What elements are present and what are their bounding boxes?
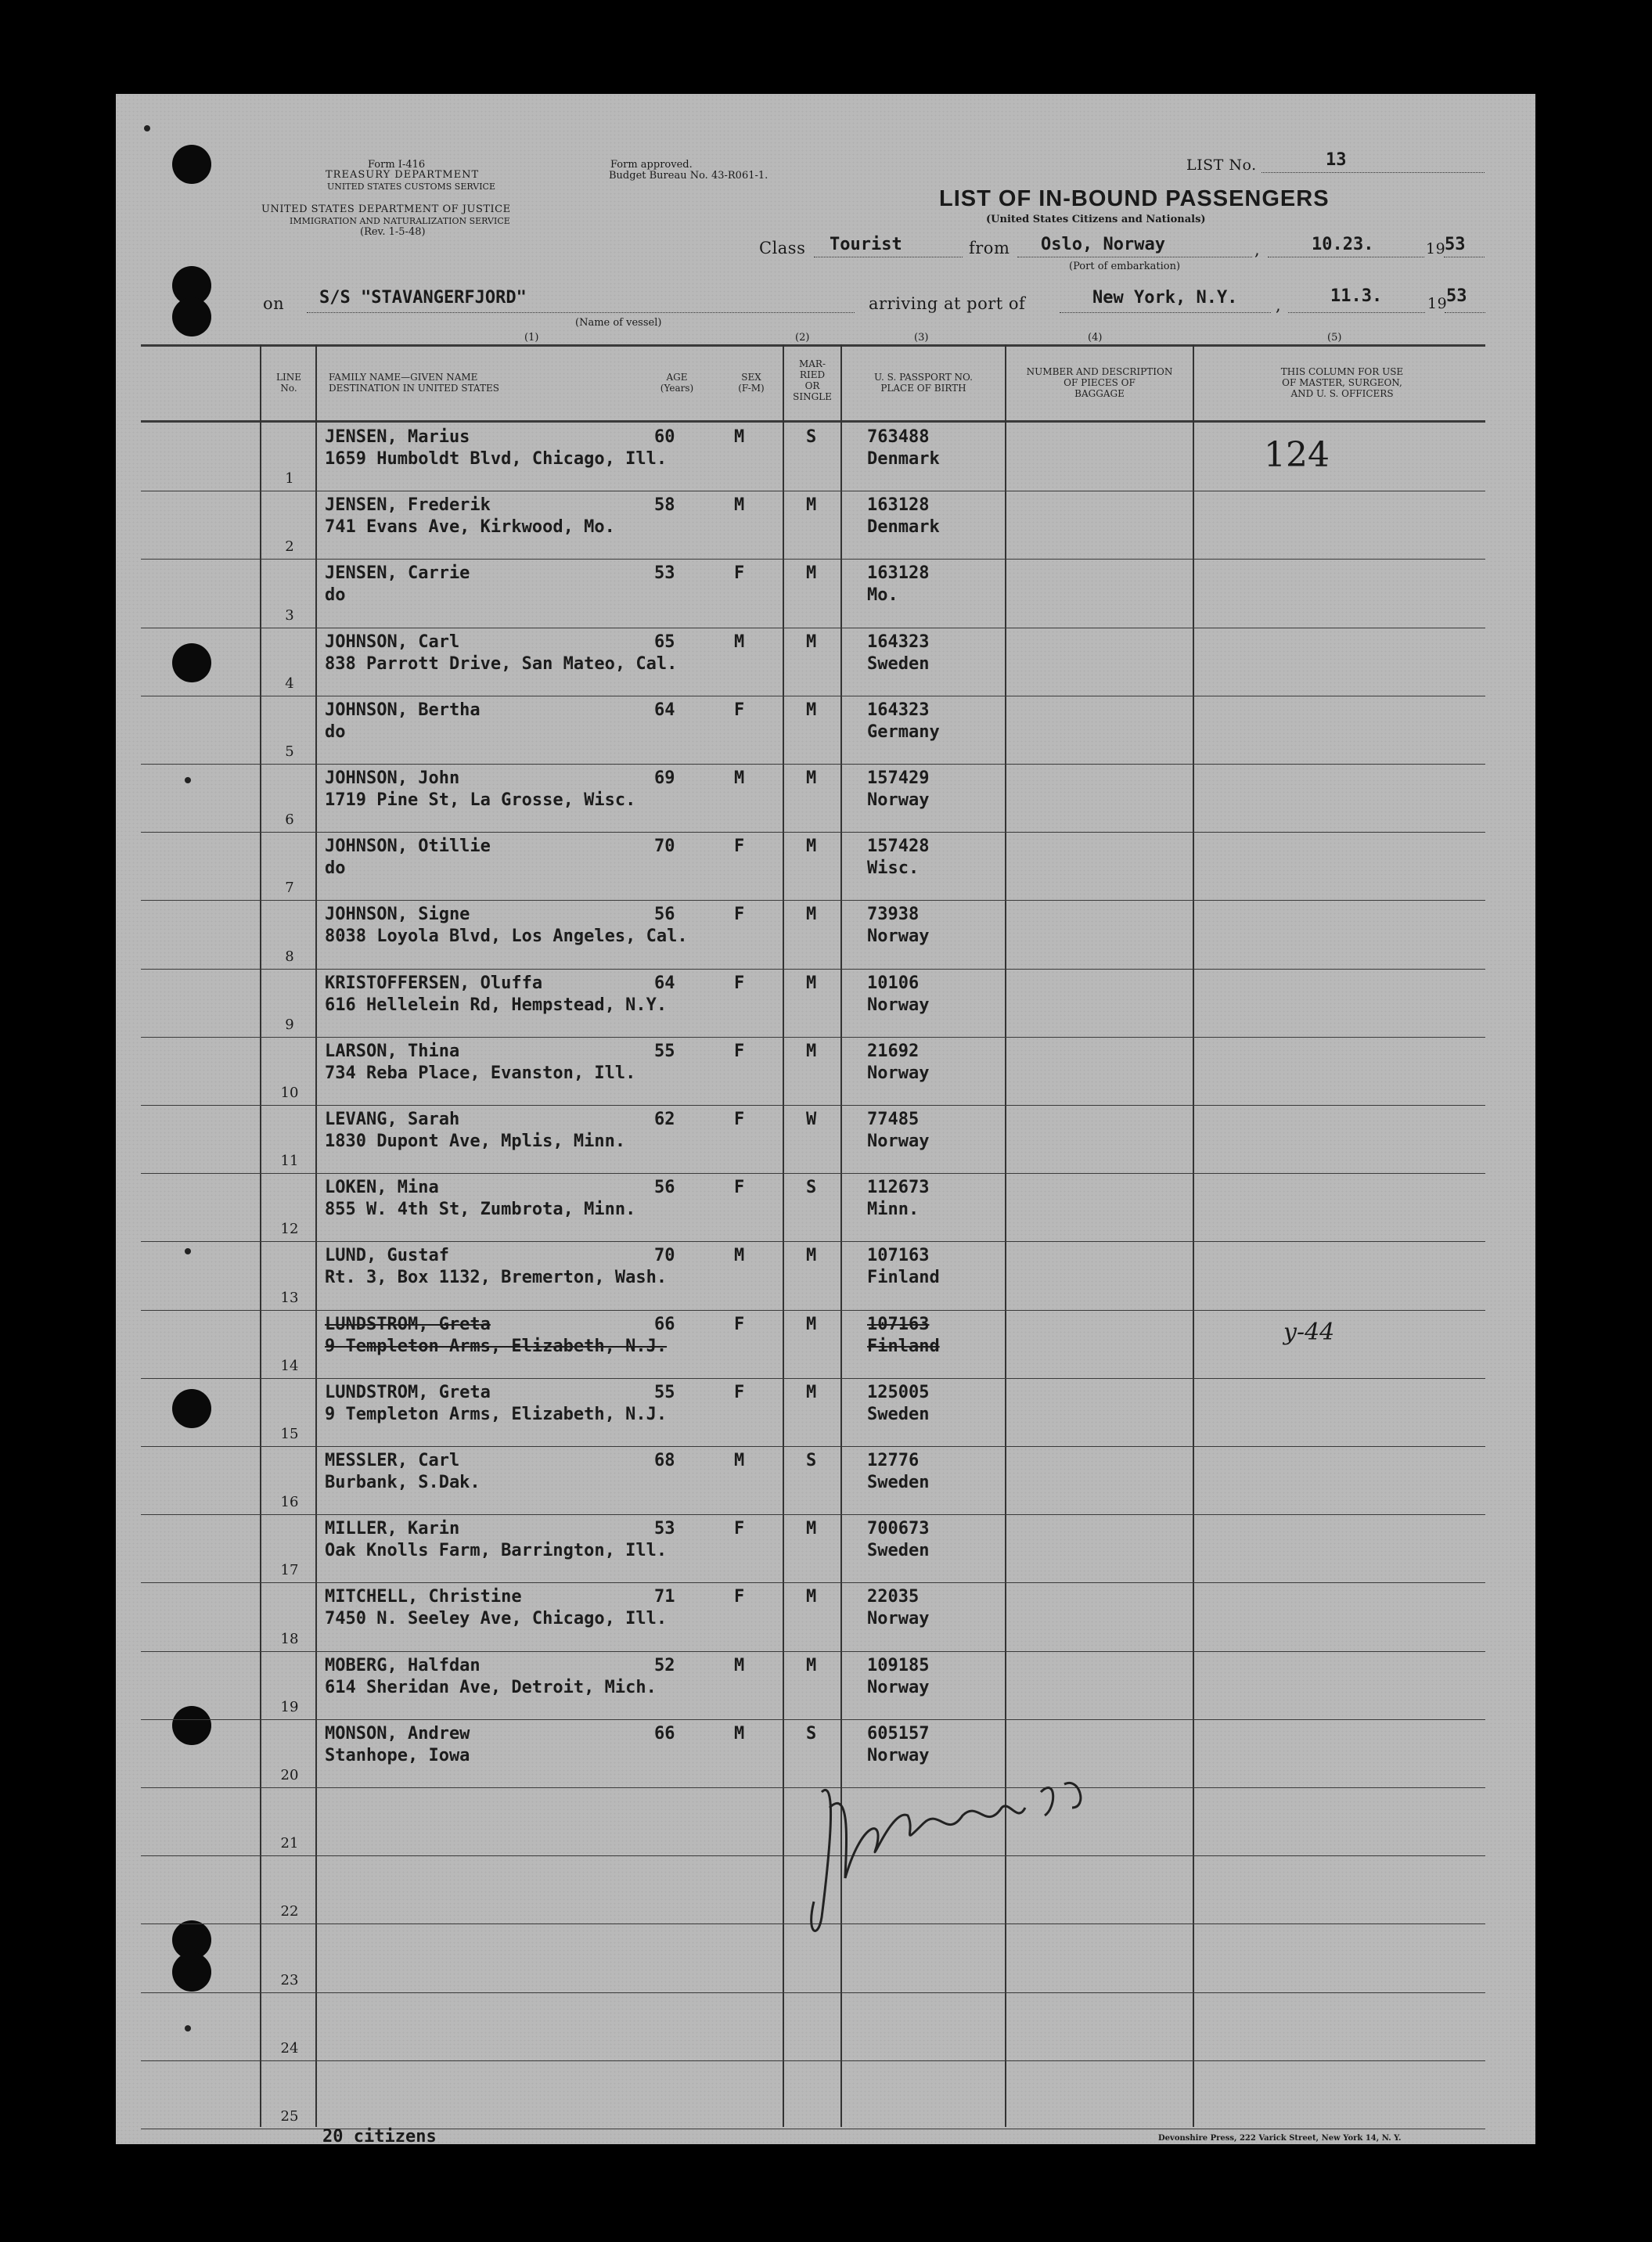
place-of-birth: Germany xyxy=(867,722,940,742)
passenger-destination: 7450 N. Seeley Ave, Chicago, Ill. xyxy=(325,1609,668,1629)
passenger-marital-status: M xyxy=(806,1587,817,1607)
form-title: LIST OF IN-BOUND PASSENGERS xyxy=(939,186,1330,211)
line-number: 22 xyxy=(280,1903,299,1920)
line-number: 12 xyxy=(280,1221,299,1238)
place-of-birth: Norway xyxy=(867,1677,930,1697)
passenger-sex: M xyxy=(734,768,745,788)
embark-year: 53 xyxy=(1445,235,1466,254)
place-of-birth: Wisc. xyxy=(867,858,920,879)
arrival-date-line xyxy=(1288,312,1425,313)
row-separator xyxy=(141,1651,1485,1652)
passenger-name: MESSLER, Carl xyxy=(325,1451,460,1470)
line-number: 15 xyxy=(280,1426,299,1442)
header-sex: SEX (F-M) xyxy=(738,372,765,394)
place-of-birth: Norway xyxy=(867,1063,930,1083)
customs-service: UNITED STATES CUSTOMS SERVICE xyxy=(327,182,495,192)
passenger-name: JOHNSON, John xyxy=(325,768,460,788)
passenger-sex: F xyxy=(734,1519,745,1539)
arrival-date: 11.3. xyxy=(1330,286,1383,306)
passport-number: 164323 xyxy=(867,700,930,720)
punch-dot xyxy=(185,1248,191,1254)
passenger-sex: F xyxy=(734,700,745,720)
from-label: from xyxy=(969,239,1010,257)
passenger-name: LUNDSTROM, Greta xyxy=(325,1382,491,1402)
passport-number: 109185 xyxy=(867,1655,930,1675)
passenger-age: 65 xyxy=(654,632,675,652)
budget-bureau: Budget Bureau No. 43-R061-1. xyxy=(609,170,768,182)
passenger-age: 53 xyxy=(654,1519,675,1539)
passenger-sex: M xyxy=(734,632,745,652)
place-of-birth: Sweden xyxy=(867,1541,930,1561)
arriving-label: arriving at port of xyxy=(869,294,1026,313)
passenger-name: MILLER, Karin xyxy=(325,1519,460,1539)
passenger-age: 62 xyxy=(654,1110,675,1129)
line-number: 18 xyxy=(280,1630,299,1647)
passenger-marital-status: M xyxy=(806,1041,817,1061)
arrival-comma: , xyxy=(1276,296,1282,315)
passport-number: 605157 xyxy=(867,1723,930,1744)
col-number-4: (4) xyxy=(1088,332,1103,344)
passenger-age: 55 xyxy=(654,1382,675,1402)
passenger-name: LOKEN, Mina xyxy=(325,1178,439,1198)
col-number-3: (3) xyxy=(914,332,929,344)
embark-comma: , xyxy=(1254,240,1261,259)
line-number: 1 xyxy=(285,470,294,488)
line-number: 24 xyxy=(280,2039,299,2057)
line-number: 17 xyxy=(280,1562,299,1579)
row-separator xyxy=(141,764,1485,765)
row-separator xyxy=(141,1514,1485,1515)
passenger-age: 53 xyxy=(654,563,675,584)
passenger-name: JENSEN, Carrie xyxy=(325,563,470,584)
passenger-destination: 1719 Pine St, La Grosse, Wisc. xyxy=(325,790,636,810)
vessel-name: S/S "STAVANGERFJORD" xyxy=(319,288,527,308)
embark-year-prefix: 19 xyxy=(1426,240,1446,257)
passport-number: 163128 xyxy=(867,563,930,584)
passenger-sex: F xyxy=(734,1587,745,1607)
row-separator xyxy=(141,2060,1485,2061)
punch-hole xyxy=(172,145,211,184)
passenger-sex: M xyxy=(734,495,745,516)
col-officers-left xyxy=(1193,344,1194,2127)
line-number: 19 xyxy=(280,1698,299,1715)
table-top-border xyxy=(141,344,1485,347)
row-separator xyxy=(141,1037,1485,1038)
passenger-sex: M xyxy=(734,427,745,447)
class-value: Tourist xyxy=(830,235,902,254)
place-of-birth: Finland xyxy=(867,1336,940,1356)
row14-note: y-44 xyxy=(1283,1319,1335,1346)
punch-hole xyxy=(172,643,211,682)
row-separator xyxy=(141,559,1485,560)
col-number-2: (2) xyxy=(795,332,810,344)
line-number: 7 xyxy=(285,880,294,897)
arrival-port-line xyxy=(1060,312,1271,313)
passenger-name: JOHNSON, Carl xyxy=(325,632,460,652)
header-bottom-border xyxy=(141,420,1485,423)
line-number: 4 xyxy=(285,675,294,692)
passenger-name: JENSEN, Frederik xyxy=(325,495,491,516)
passenger-marital-status: M xyxy=(806,1246,817,1266)
line-number: 21 xyxy=(280,1835,299,1852)
passenger-name: JOHNSON, Otillie xyxy=(325,837,491,857)
line-number: 3 xyxy=(285,606,294,624)
line-number: 16 xyxy=(280,1494,299,1511)
col-number-5: (5) xyxy=(1327,332,1342,344)
passenger-age: 60 xyxy=(654,427,675,447)
form-subtitle: (United States Citizens and Nationals) xyxy=(986,214,1206,225)
row-separator xyxy=(141,1241,1485,1242)
passenger-age: 64 xyxy=(654,700,675,720)
row-separator xyxy=(141,1582,1485,1583)
passenger-marital-status: M xyxy=(806,905,817,925)
passenger-name: KRISTOFFERSEN, Oluffa xyxy=(325,973,543,993)
row-separator xyxy=(141,1310,1485,1311)
punch-dot xyxy=(185,777,191,783)
passenger-marital-status: W xyxy=(806,1110,817,1129)
passenger-marital-status: S xyxy=(806,1723,817,1744)
passenger-name: MITCHELL, Christine xyxy=(325,1587,522,1607)
passenger-marital-status: M xyxy=(806,495,817,516)
header-officers: THIS COLUMN FOR USE OF MASTER, SURGEON, AND U. S. OFFICERS xyxy=(1280,366,1404,399)
passenger-age: 68 xyxy=(654,1451,675,1470)
header-line-no: LINE No. xyxy=(276,372,301,394)
table-left-border xyxy=(260,344,261,2127)
passport-number: 21692 xyxy=(867,1041,920,1061)
punch-dot xyxy=(185,2025,191,2031)
citizens-count: 20 citizens xyxy=(322,2127,437,2147)
passport-number: 10106 xyxy=(867,973,920,993)
place-of-birth: Finland xyxy=(867,1268,940,1288)
passenger-sex: F xyxy=(734,837,745,857)
passenger-age: 58 xyxy=(654,495,675,516)
passenger-marital-status: M xyxy=(806,1382,817,1402)
passenger-sex: F xyxy=(734,563,745,584)
treasury-dept: TREASURY DEPARTMENT xyxy=(326,169,480,181)
passenger-destination: 614 Sheridan Ave, Detroit, Mich. xyxy=(325,1677,657,1697)
passenger-destination: Stanhope, Iowa xyxy=(325,1745,470,1765)
passenger-marital-status: S xyxy=(806,1451,817,1470)
passport-number: 77485 xyxy=(867,1110,920,1129)
row-separator xyxy=(141,1173,1485,1174)
arrival-year-line xyxy=(1445,312,1485,313)
place-of-birth: Norway xyxy=(867,1609,930,1629)
passport-number: 22035 xyxy=(867,1587,920,1607)
passenger-marital-status: M xyxy=(806,1314,817,1334)
passenger-destination: 838 Parrott Drive, San Mateo, Cal. xyxy=(325,653,678,674)
passport-number: 125005 xyxy=(867,1382,930,1402)
row-separator xyxy=(141,1105,1485,1106)
passenger-destination: 855 W. 4th St, Zumbrota, Minn. xyxy=(325,1200,636,1220)
passport-number: 73938 xyxy=(867,905,920,925)
line-number: 10 xyxy=(280,1085,299,1101)
place-of-birth: Norway xyxy=(867,1745,930,1765)
place-of-birth: Denmark xyxy=(867,517,940,538)
ins-service: IMMIGRATION AND NATURALIZATION SERVICE xyxy=(290,216,510,226)
passenger-destination: Burbank, S.Dak. xyxy=(325,1473,480,1492)
passenger-marital-status: M xyxy=(806,1655,817,1675)
list-no-value: 13 xyxy=(1326,150,1347,170)
header-name: FAMILY NAME—GIVEN NAME DESTINATION IN UNITED STATES xyxy=(329,372,499,394)
passenger-name: LARSON, Thina xyxy=(325,1041,460,1061)
passport-number: 763488 xyxy=(867,427,930,447)
passenger-sex: M xyxy=(734,1655,745,1675)
passenger-age: 52 xyxy=(654,1655,675,1675)
passenger-destination: do xyxy=(325,722,346,742)
passport-number: 107163 xyxy=(867,1314,930,1334)
passenger-age: 56 xyxy=(654,905,675,925)
passport-number: 700673 xyxy=(867,1519,930,1539)
justice-dept: UNITED STATES DEPARTMENT OF JUSTICE xyxy=(261,203,511,215)
passenger-destination: do xyxy=(325,858,346,879)
on-label: on xyxy=(263,294,285,313)
line-number: 23 xyxy=(280,1971,299,1988)
place-of-birth: Norway xyxy=(867,927,930,947)
row-separator xyxy=(141,1719,1485,1720)
passenger-destination: Oak Knolls Farm, Barrington, Ill. xyxy=(325,1541,668,1561)
punch-hole xyxy=(172,1952,211,1992)
passenger-age: 70 xyxy=(654,837,675,857)
passenger-name: JOHNSON, Bertha xyxy=(325,700,480,720)
punch-hole xyxy=(172,1389,211,1428)
passenger-marital-status: S xyxy=(806,427,817,447)
passenger-sex: M xyxy=(734,1246,745,1266)
passenger-destination: 9 Templeton Arms, Elizabeth, N.J. xyxy=(325,1336,668,1356)
passenger-destination: 616 Hellelein Rd, Hempstead, N.Y. xyxy=(325,995,668,1015)
list-no-label: LIST No. xyxy=(1186,157,1257,174)
place-of-birth: Mo. xyxy=(867,585,898,606)
passenger-marital-status: S xyxy=(806,1178,817,1198)
line-number: 14 xyxy=(280,1357,299,1374)
passenger-destination: 741 Evans Ave, Kirkwood, Mo. xyxy=(325,517,615,538)
passenger-age: 69 xyxy=(654,768,675,788)
arrival-year: 53 xyxy=(1446,286,1467,306)
line-number: 8 xyxy=(285,948,294,965)
header-passport: U. S. PASSPORT NO. PLACE OF BIRTH xyxy=(874,372,973,394)
passenger-age: 66 xyxy=(654,1314,675,1334)
passenger-marital-status: M xyxy=(806,632,817,652)
officer-number: 124 xyxy=(1264,435,1330,475)
passenger-age: 56 xyxy=(654,1178,675,1198)
passenger-destination: 734 Reba Place, Evanston, Ill. xyxy=(325,1063,636,1083)
place-of-birth: Norway xyxy=(867,1132,930,1151)
passenger-age: 71 xyxy=(654,1587,675,1607)
passenger-name: JENSEN, Marius xyxy=(325,427,470,447)
passenger-destination: Rt. 3, Box 1132, Bremerton, Wash. xyxy=(325,1268,668,1288)
passenger-age: 55 xyxy=(654,1041,675,1061)
passenger-name: LUND, Gustaf xyxy=(325,1246,449,1266)
printer-line: Devonshire Press, 222 Varick Street, New York 14, N. Y. xyxy=(1158,2134,1402,2143)
line-number: 5 xyxy=(285,743,294,760)
port-embark-caption: (Port of embarkation) xyxy=(1069,261,1181,272)
col-line-divider xyxy=(315,344,317,2127)
place-of-birth: Denmark xyxy=(867,449,940,469)
passenger-sex: F xyxy=(734,1382,745,1402)
passenger-sex: F xyxy=(734,973,745,993)
punch-dot xyxy=(144,125,150,131)
passenger-sex: M xyxy=(734,1723,745,1744)
passenger-destination: 8038 Loyola Blvd, Los Angeles, Cal. xyxy=(325,927,688,947)
place-of-birth: Sweden xyxy=(867,1473,930,1492)
passenger-sex: F xyxy=(734,1178,745,1198)
passenger-destination: 1659 Humboldt Blvd, Chicago, Ill. xyxy=(325,449,668,469)
embark-date: 10.23. xyxy=(1312,235,1374,254)
passport-number: 12776 xyxy=(867,1451,920,1470)
passenger-age: 66 xyxy=(654,1723,675,1744)
vessel-caption: (Name of vessel) xyxy=(575,317,662,329)
passenger-name: LEVANG, Sarah xyxy=(325,1110,460,1129)
col-married-left xyxy=(783,344,784,2127)
header-married: MAR- RIED OR SINGLE xyxy=(793,358,832,402)
passport-number: 157428 xyxy=(867,837,930,857)
passenger-name: MONSON, Andrew xyxy=(325,1723,470,1744)
passport-number: 107163 xyxy=(867,1246,930,1266)
form-revision: (Rev. 1-5-48) xyxy=(360,226,426,238)
place-of-birth: Norway xyxy=(867,995,930,1015)
passenger-marital-status: M xyxy=(806,563,817,584)
handwritten-signature xyxy=(790,1761,1119,1949)
header-baggage: NUMBER AND DESCRIPTION OF PIECES OF BAGGAGE xyxy=(1026,366,1173,399)
form-number: Form I-416 xyxy=(368,159,426,171)
class-label: Class xyxy=(759,239,806,257)
passenger-sex: F xyxy=(734,905,745,925)
punch-hole xyxy=(172,1706,211,1745)
line-number: 13 xyxy=(280,1289,299,1306)
passenger-marital-status: M xyxy=(806,837,817,857)
arrival-port: New York, N.Y. xyxy=(1092,288,1238,308)
place-of-birth: Minn. xyxy=(867,1200,920,1220)
passport-number: 112673 xyxy=(867,1178,930,1198)
passenger-sex: F xyxy=(734,1314,745,1334)
arrival-year-prefix: 19 xyxy=(1427,295,1448,312)
passport-number: 164323 xyxy=(867,632,930,652)
passenger-destination: do xyxy=(325,585,346,606)
header-age: AGE (Years) xyxy=(660,372,694,394)
passenger-marital-status: M xyxy=(806,768,817,788)
row-separator xyxy=(141,832,1485,833)
passenger-sex: F xyxy=(734,1041,745,1061)
passenger-marital-status: M xyxy=(806,973,817,993)
form-approved: Form approved. xyxy=(610,159,693,171)
line-number: 11 xyxy=(280,1153,299,1170)
passenger-name: MOBERG, Halfdan xyxy=(325,1655,480,1675)
col-number-1: (1) xyxy=(524,332,539,344)
passenger-age: 64 xyxy=(654,973,675,993)
line-number: 2 xyxy=(285,538,294,556)
line-number: 9 xyxy=(285,1016,294,1033)
passport-number: 157429 xyxy=(867,768,930,788)
from-value: Oslo, Norway xyxy=(1041,235,1165,254)
passenger-destination: 1830 Dupont Ave, Mplis, Minn. xyxy=(325,1132,626,1151)
place-of-birth: Sweden xyxy=(867,653,930,674)
row-separator xyxy=(141,1992,1485,1993)
row-separator xyxy=(141,1378,1485,1379)
passenger-sex: M xyxy=(734,1451,745,1470)
passenger-marital-status: M xyxy=(806,700,817,720)
passenger-age: 70 xyxy=(654,1246,675,1266)
passenger-name: LUNDSTROM, Greta xyxy=(325,1314,491,1334)
list-no-line xyxy=(1261,172,1485,173)
passenger-sex: F xyxy=(734,1110,745,1129)
row-separator xyxy=(141,900,1485,901)
vessel-line xyxy=(307,312,855,313)
place-of-birth: Norway xyxy=(867,790,930,810)
row-separator xyxy=(141,1446,1485,1447)
line-number: 6 xyxy=(285,812,294,829)
row-separator xyxy=(141,969,1485,970)
passenger-destination: 9 Templeton Arms, Elizabeth, N.J. xyxy=(325,1404,668,1424)
passenger-marital-status: M xyxy=(806,1519,817,1539)
place-of-birth: Sweden xyxy=(867,1404,930,1424)
line-number: 20 xyxy=(280,1767,299,1783)
line-number: 25 xyxy=(280,2108,299,2125)
passenger-name: JOHNSON, Signe xyxy=(325,905,470,925)
passport-number: 163128 xyxy=(867,495,930,516)
punch-hole xyxy=(172,297,211,336)
